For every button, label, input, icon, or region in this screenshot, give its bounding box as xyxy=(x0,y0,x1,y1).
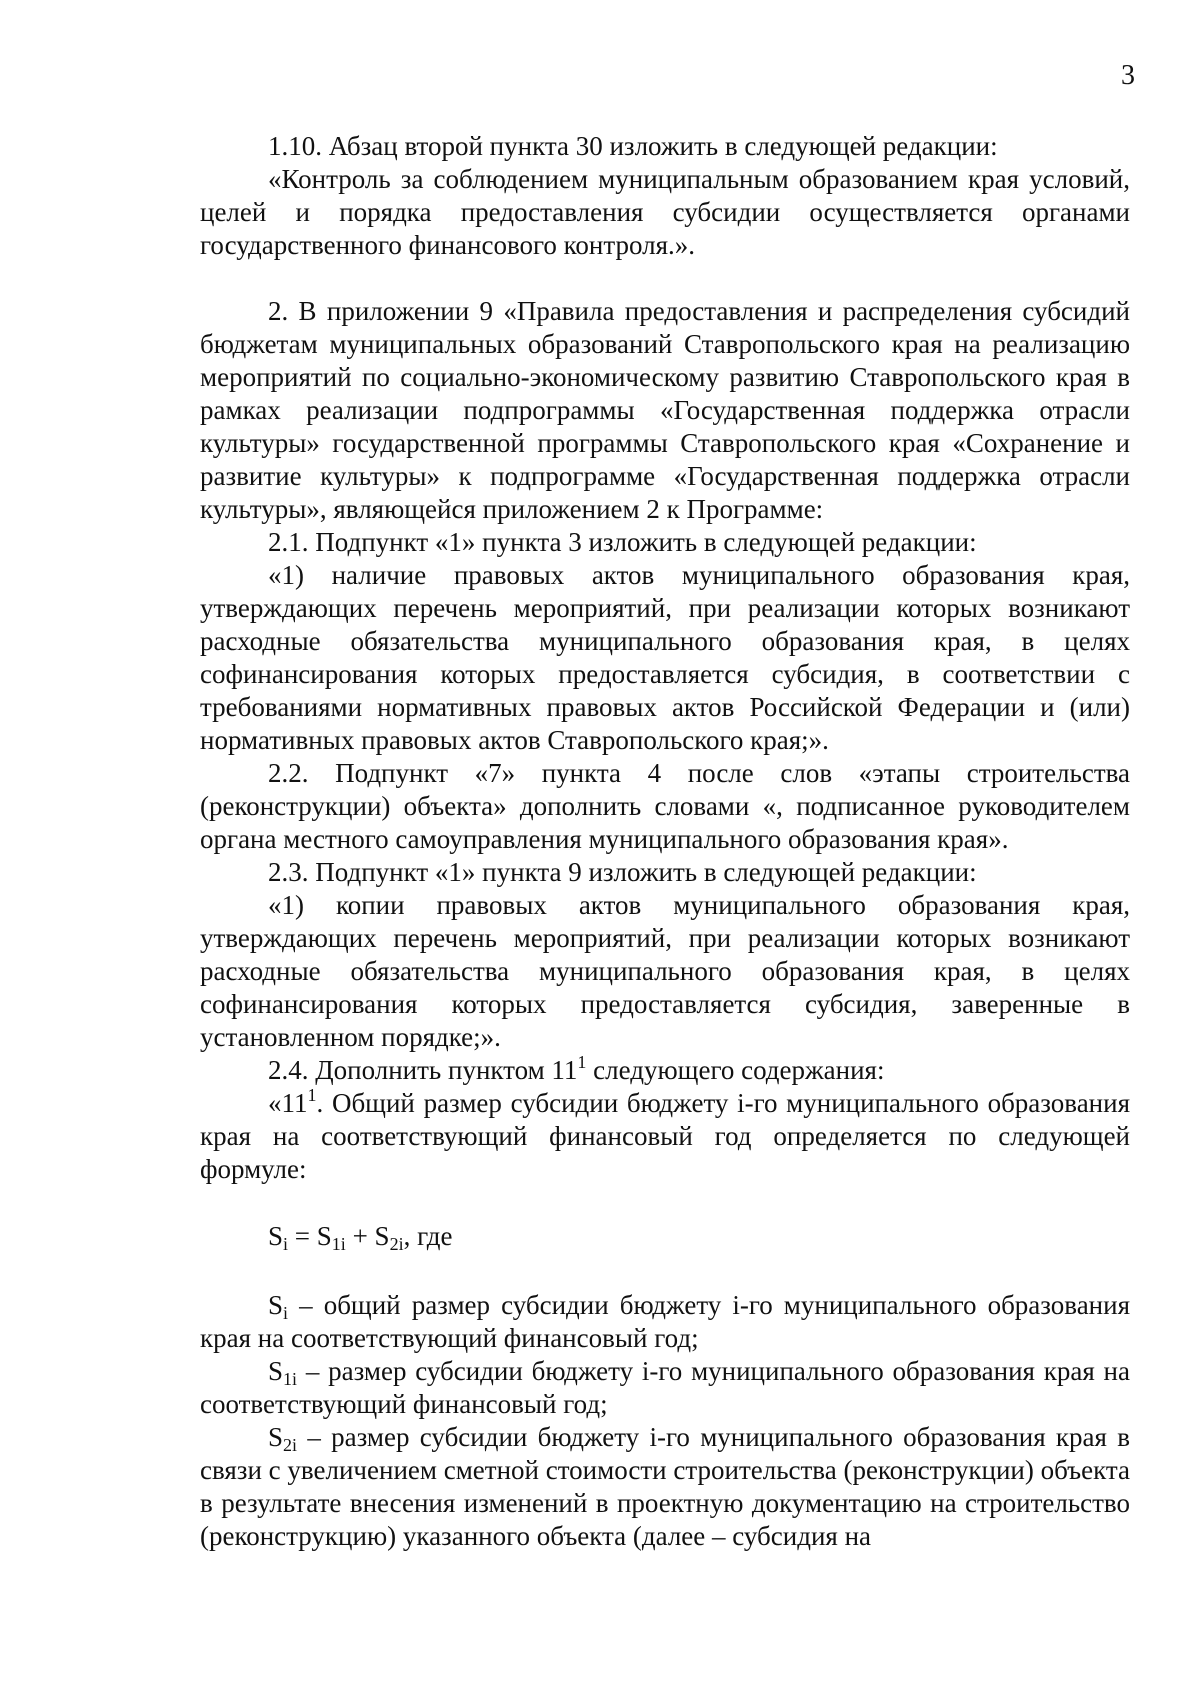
paragraph-2-4-suffix: следующего содержания: xyxy=(586,1055,885,1085)
formula-s: S xyxy=(268,1221,284,1251)
paragraph-1-10: 1.10. Абзац второй пункта 30 изложить в следующей редакции: xyxy=(268,131,998,161)
paragraph-11-1-quote xyxy=(200,1087,1130,1186)
definition-s2i-symbol: S xyxy=(268,1422,284,1452)
definition-s1i-text: – размер субсидии бюджету i-го муниципального образования края на соответствующий финансовый год; xyxy=(200,1356,1130,1419)
paragraph-2-1-quote: «1) наличие правовых актов муниципального образования края, утверждающих перечень мероприятий, при реализации которых возникают расходные обязательства муниципального образования края, в целях софинансирования которых предоставляется субсидия, в соответствии с требованиями нормативных правовых актов Российской Федерации и (или) нормативных правовых актов Ставропольского края;». xyxy=(200,560,1130,755)
formula-plus: + S xyxy=(345,1221,390,1251)
definition-s2i-text: – размер субсидии бюджету i-го муниципального образования края в связи с увеличением сметной стоимости строительства (реконструкции) объекта в результате внесения изменений в проектную документацию на строительство (реконструкцию) указанного объекта (далее – субсидия на xyxy=(200,1422,1130,1551)
definition-si-symbol: S xyxy=(268,1290,284,1320)
paragraph-spacer xyxy=(200,262,1130,295)
paragraph-2-4 xyxy=(200,1054,1130,1087)
formula-sub-1i: 1i xyxy=(331,1234,346,1254)
formula xyxy=(200,1220,1130,1253)
definition-si-text: – общий размер субсидии бюджету i-го муниципального образования края на соответствующий финансовый год; xyxy=(200,1290,1130,1353)
paragraph-11-1-suffix: . Общий размер субсидии бюджету i-го муниципального образования края на соответствующий финансовый год определяется по следующей формуле: xyxy=(200,1088,1130,1184)
definition-s2i-sub: 2i xyxy=(283,1435,298,1455)
paragraph-2-appendix-9: 2. В приложении 9 «Правила предоставления и распределения субсидий бюджетам муниципальных образований Ставропольского края на реализацию мероприятий по социально-экономическому развитию Ставропольского края в рамках реализации подпрограммы «Государственная поддержка отрасли культуры» государственной программы Ставропольского края «Сохранение и развитие культуры» к подпрограмме «Государственная поддержка отрасли культуры», являющейся приложением 2 к Программе: xyxy=(200,296,1130,524)
paragraph-11-1-superscript: 1 xyxy=(307,1085,317,1105)
document-body xyxy=(200,130,1130,1553)
definition-si xyxy=(200,1289,1130,1355)
paragraph-2-4-superscript: 1 xyxy=(577,1052,587,1072)
formula-spacer-bottom xyxy=(200,1253,1130,1289)
paragraph-control-quote: «Контроль за соблюдением муниципальным образованием края условий, целей и порядка предоставления субсидии осуществляется органами государственного финансового контроля.». xyxy=(200,164,1130,260)
formula-spacer-top xyxy=(200,1186,1130,1220)
paragraph-2-3: 2.3. Подпункт «1» пункта 9 изложить в следующей редакции: xyxy=(268,857,977,887)
paragraph-11-1-prefix: «11 xyxy=(268,1088,308,1118)
definition-s1i-symbol: S xyxy=(268,1356,284,1386)
page-number: 3 xyxy=(1121,60,1135,91)
paragraph-2-1: 2.1. Подпункт «1» пункта 3 изложить в следующей редакции: xyxy=(268,527,977,557)
definition-s1i-sub: 1i xyxy=(283,1369,298,1389)
formula-eq: = S xyxy=(288,1221,332,1251)
definition-s2i xyxy=(200,1421,1130,1553)
definition-s1i xyxy=(200,1355,1130,1421)
paragraph-2-4-prefix: 2.4. Дополнить пунктом 11 xyxy=(268,1055,578,1085)
formula-tail: , где xyxy=(403,1221,453,1251)
paragraph-2-2: 2.2. Подпункт «7» пункта 4 после слов «этапы строительства (реконструкции) объекта» дополнить словами «, подписанное руководителем органа местного самоуправления муниципального образования края». xyxy=(200,758,1130,854)
formula-sub-i: i xyxy=(283,1234,289,1254)
paragraph-2-3-quote: «1) копии правовых актов муниципального образования края, утверждающих перечень мероприятий, при реализации которых возникают расходные обязательства муниципального образования края, в целях софинансирования которых предоставляется субсидия, заверенные в установленном порядке;». xyxy=(200,890,1130,1052)
formula-sub-2i: 2i xyxy=(389,1234,404,1254)
definition-si-sub: i xyxy=(283,1303,289,1323)
